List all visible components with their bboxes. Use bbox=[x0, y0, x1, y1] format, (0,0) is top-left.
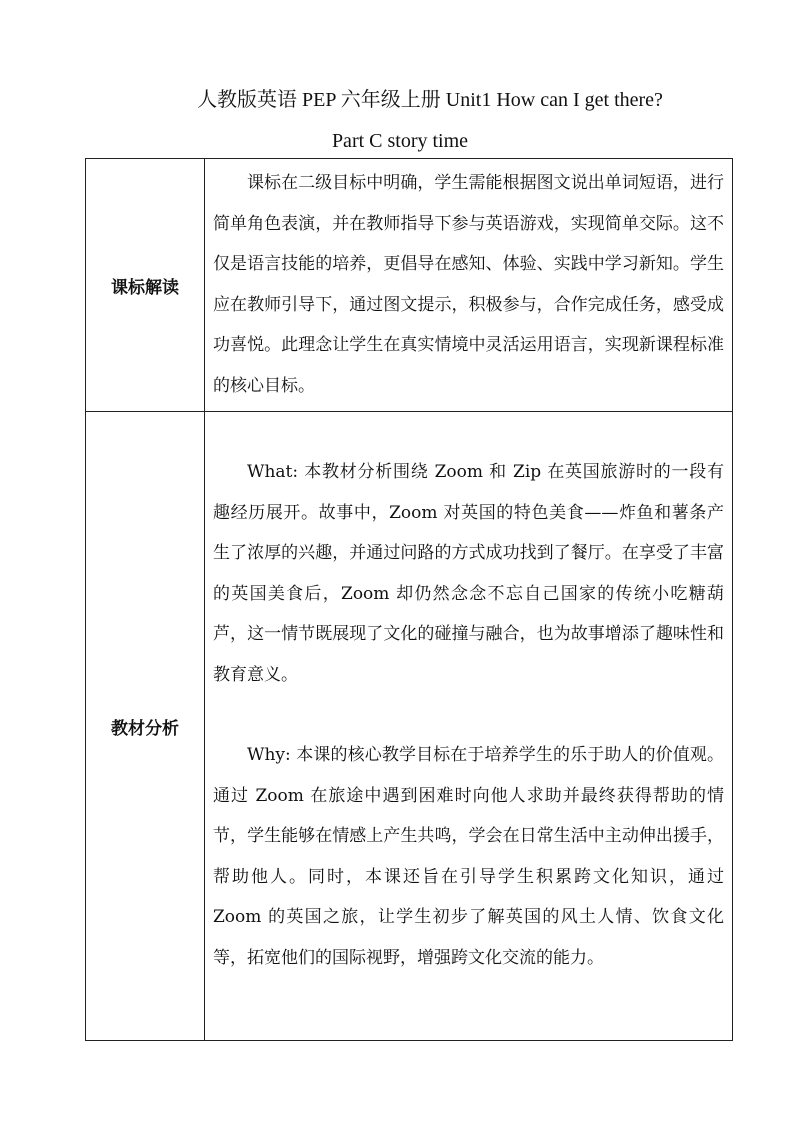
paragraph-spacer bbox=[213, 695, 724, 735]
why-paragraph: Why: 本课的核心教学目标在于培养学生的乐于助人的价值观。通过 Zoom 在旅途中遇到困难时向他人求助并最终获得帮助的情节，学生能够在情感上产生共鸣，学会在日常生活中主动伸出援手，帮助他人。同时，本课还旨在引导学生积累跨文化知识，通过 Zoom 的英国之旅，让学生初步了解英国的风土人情、饮食文化等，拓宽他们的国际视野，增强跨文化交流的能力。 bbox=[213, 745, 724, 968]
row-content-textbook bbox=[205, 412, 733, 1041]
page-subtitle: Part C story time bbox=[331, 130, 469, 152]
table-row-textbook bbox=[86, 412, 733, 1041]
row-content-curriculum bbox=[205, 159, 733, 412]
what-paragraph: What: 本教材分析围绕 Zoom 和 Zip 在英国旅游时的一段有趣经历展开。故事中，Zoom 对英国的特色美食——炸鱼和薯条产生了浓厚的兴趣，并通过问路的方式成功找到了餐厅。在享受了丰富的英国美食后，Zoom 却仍然念念不忘自己国家的传统小吃糖葫芦，这一情节既展现了文化的碰撞与融合，也为故事增添了趣味性和教育意义。 bbox=[213, 462, 724, 685]
curriculum-paragraph: 课标在二级目标中明确，学生需能根据图文说出单词短语，进行简单角色表演，并在教师指导下参与英语游戏，实现简单交际。这不仅是语言技能的培养，更倡导在感知、体验、实践中学习新知。学生应在教师引导下，通过图文提示，积极参与，合作完成任务，感受成功喜悦。此理念让学生在真实情境中灵活运用语言，实现新课程标准的核心目标。 bbox=[213, 173, 724, 396]
table-row-curriculum bbox=[86, 159, 733, 412]
analysis-table bbox=[85, 158, 733, 1041]
row-label-curriculum: 课标解读 bbox=[86, 159, 205, 412]
row-label-textbook: 教材分析 bbox=[86, 412, 205, 1041]
page-title: 人教版英语 PEP 六年级上册 Unit1 How can I get there? bbox=[197, 89, 663, 111]
